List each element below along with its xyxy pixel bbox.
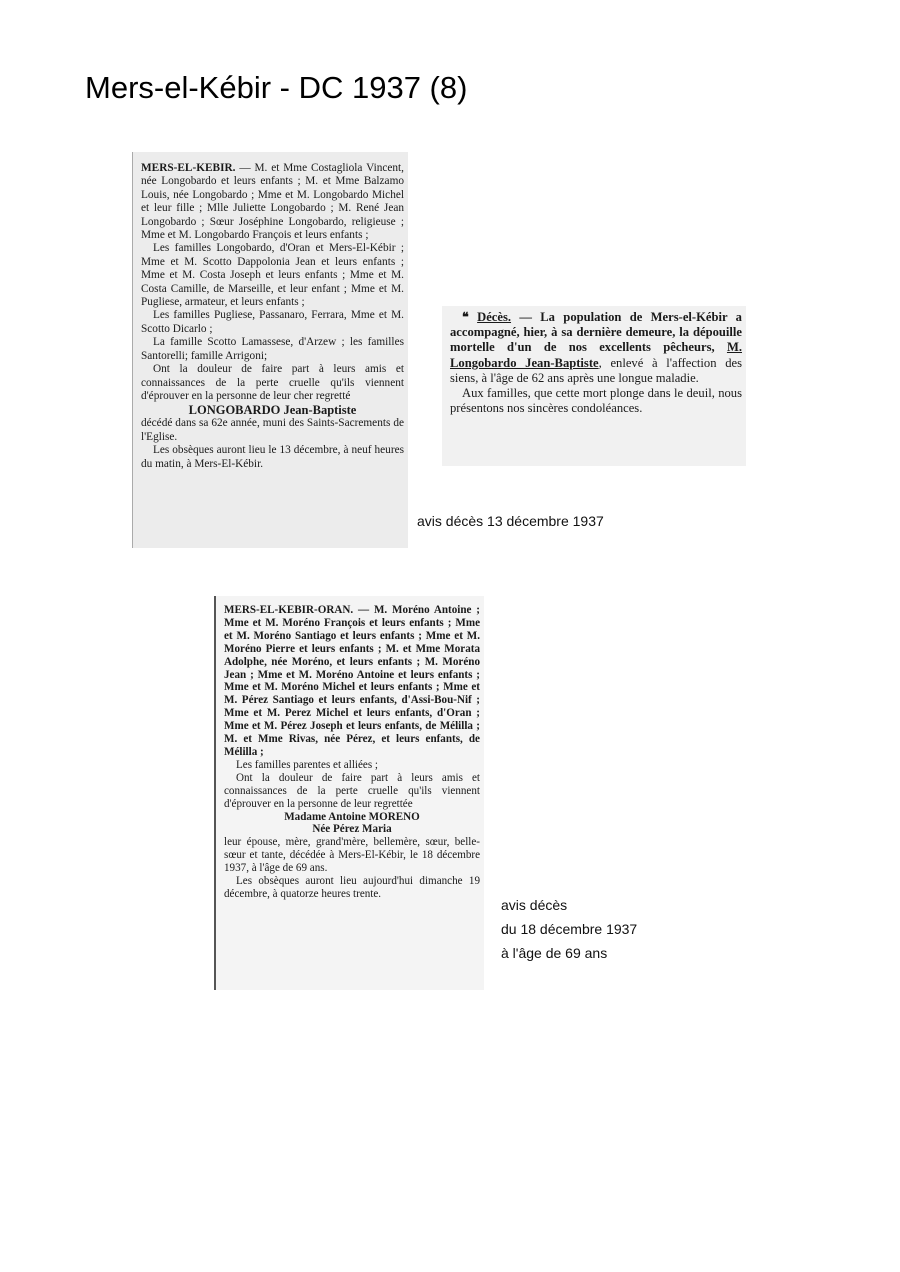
caption-notice-13-december: avis décès 13 décembre 1937 (417, 513, 604, 529)
deceased-name: Madame Antoine MORENO (284, 810, 420, 823)
clipping-paragraph: décédé dans sa 62e année, muni des Saints-Sacrements de l'Eglise. (141, 417, 404, 443)
deceased-name: M. Longobardo Jean-Baptiste (450, 340, 742, 370)
caption-notice-label: avis décès (501, 897, 568, 913)
deceased-name: LONGOBARDO Jean-Baptiste (188, 403, 357, 418)
clipping-paragraph: Les familles parentes et alliées ; (236, 758, 379, 771)
clipping-heading: MERS-EL-KEBIR. (141, 162, 236, 174)
clipping-text: — M. Moréno Antoine ; Mme et M. Moréno François et leurs enfants ; Mme et M. Moréno Santiago et leurs enfants ; Mme et M. Moréno Pierre et leurs enfants ; M. et Mme Morata Adolphe, née Moréno, et leurs enfants ; M. Moréno Jean ; Mme et M. Moréno Antoine et leurs enfants ; Mme et M. Moréno Michel et leurs enfants ; Mme et M. Pérez Santiago et leurs enfants, d'Assi-Bou-Nif ; Mme et M. Perez Michel et leurs enfants, d'Oran ; Mme et M. Pérez Joseph et leurs enfants, de Mélilla ; M. et Mme Rivas, née Pérez, et leurs enfants, de Mélilla ; (224, 604, 480, 758)
obituary-clipping-moreno (214, 596, 484, 990)
deceased-maiden-name: Née Pérez Maria (312, 823, 392, 836)
obituary-clipping-longobardo (132, 152, 408, 548)
caption-notice-age: à l'âge de 69 ans (501, 945, 608, 961)
clipping-heading: Décès. (477, 310, 512, 324)
clipping-paragraph (141, 162, 404, 242)
clipping-paragraph: Les familles Longobardo, d'Oran et Mers-El-Kébir ; Mme et M. Scotto Dappolonia Jean et leurs enfants ; Mme et M. Costa Joseph et leurs enfants ; Mme et M. Costa Camille, de Marseille, et leur enfant ; Mme et M. Pugliese, armateur, et leurs enfants ; (141, 242, 404, 309)
clipping-paragraph: Ont la douleur de faire part à leurs amis et connaissances de la perte cruelle qu'ils viennent d'éprouver en la personne de leur cher regretté (141, 363, 404, 402)
clipping-text: , enlevé à l'affection des siens, à l'âge de 62 ans après une longue maladie. (450, 355, 742, 385)
clipping-heading: MERS-EL-KEBIR-ORAN. (224, 604, 354, 616)
clipping-paragraph: Les familles Pugliese, Passanaro, Ferrara, Mme et M. Scotto Dicarlo ; (141, 309, 404, 335)
clipping-paragraph: Les obsèques auront lieu le 13 décembre, à neuf heures du matin, à Mers-El-Kébir. (141, 444, 404, 470)
clipping-text: — M. et Mme Costagliola Vincent, née Longobardo et leurs enfants ; M. et Mme Balzamo Louis, née Longobardo ; Mme et M. Longobardo Michel et leur fille ; Mlle Juliette Longobardo ; M. René Jean Longobardo ; Sœur Joséphine Longobardo, religieuse ; Mme et M. Longobardo François et leurs enfants ; (141, 162, 404, 242)
death-notice-clipping (442, 306, 746, 466)
clipping-paragraph: Ont la douleur de faire part à leurs amis et connaissances de la perte cruelle qu'ils viennent d'éprouver en la personne de leur regrettée (224, 771, 480, 810)
clipping-paragraph: Aux familles, que cette mort plonge dans le deuil, nous présentons nos sincères condoléances. (450, 386, 742, 416)
page-title: Mers-el-Kébir - DC 1937 (8) (85, 70, 468, 105)
clipping-paragraph: leur épouse, mère, grand'mère, bellemère, sœur, belle-sœur et tante, décédée à Mers-El-Kébir, le 18 décembre 1937, à l'âge de 69 ans. (224, 836, 480, 875)
clipping-paragraph (224, 604, 480, 759)
quote-mark: ❝ (462, 310, 478, 324)
clipping-paragraph: La famille Scotto Lamassese, d'Arzew ; les familles Santorelli; famille Arrigoni; (141, 336, 404, 362)
clipping-text: — La population de Mers-el-Kébir a accompagné, hier, à sa dernière demeure, la dépouille mortelle d'un de nos excellents pêcheurs, (450, 310, 742, 355)
clipping-paragraph (450, 310, 742, 386)
clipping-paragraph: Les obsèques auront lieu aujourd'hui dimanche 19 décembre, à quatorze heures trente. (224, 875, 480, 900)
caption-notice-date: du 18 décembre 1937 (501, 921, 638, 937)
